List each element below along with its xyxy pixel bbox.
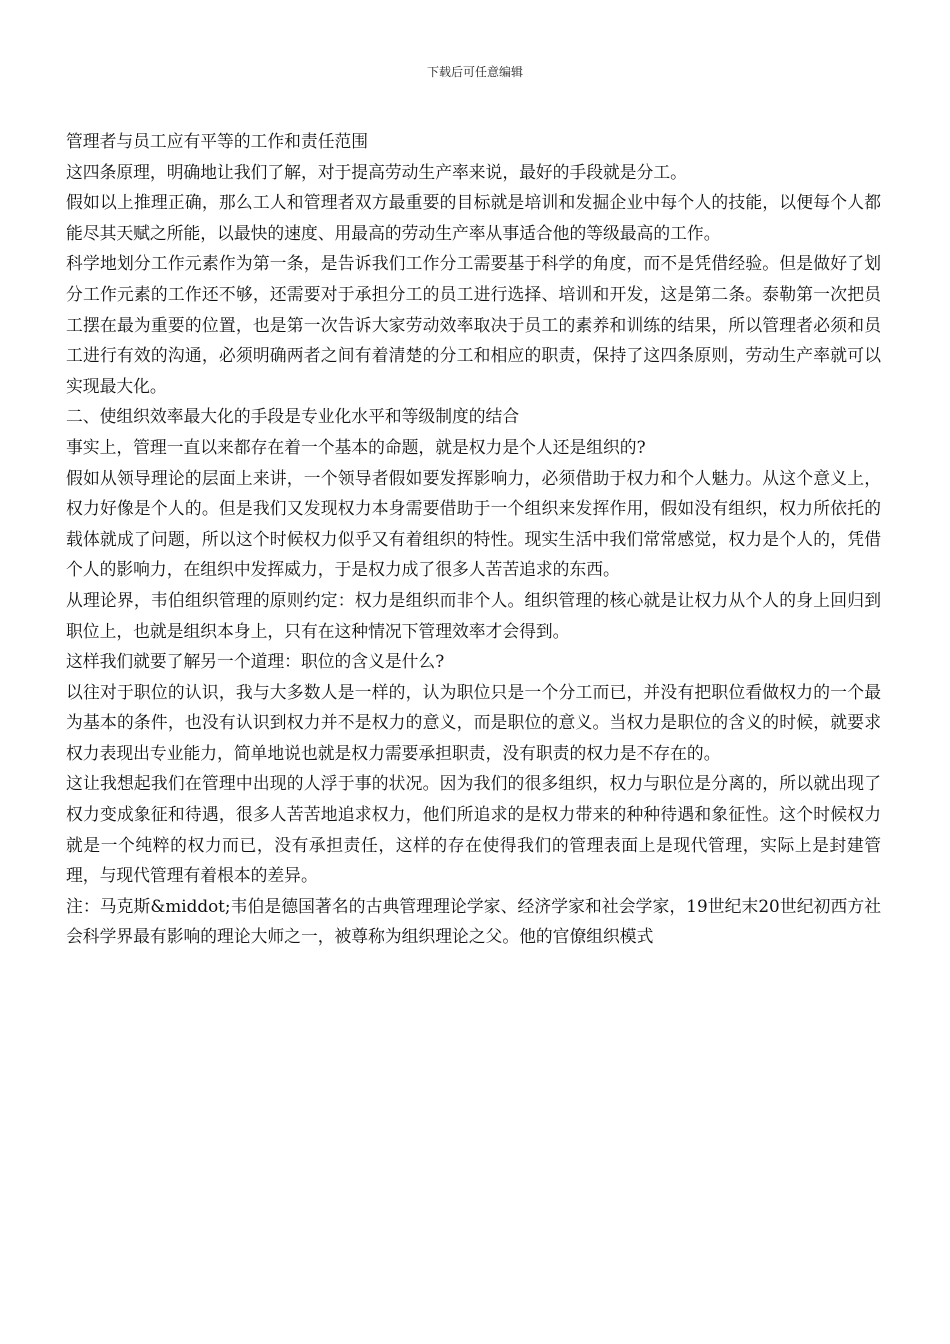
paragraph-3: 假如以上推理正确，那么工人和管理者双方最重要的目标就是培训和发掘企业中每个人的技能，以便每个人都能尽其天赋之所能，以最快的速度、用最高的劳动生产率从事适合他的等级最高的工作。 <box>66 192 881 243</box>
paragraph-4: 科学地划分工作元素作为第一条，是告诉我们工作分工需要基于科学的角度，而不是凭借经验。但是做好了划分工作元素的工作还不够，还需要对于承担分工的员工进行选择、培训和开发，这是第二条。泰勒第一次把员工摆在最为重要的位置，也是第一次告诉大家劳动效率取决于员工的素养和训练的结果，所以管理者必须和员工进行有效的沟通，必须明确两者之间有着清楚的分工和相应的职责，保持了这四条原则，劳动生产率就可以实现最大化。 <box>66 253 881 396</box>
paragraph-2: 这四条原理，明确地让我们了解，对于提高劳动生产率来说，最好的手段就是分工。 <box>66 161 687 182</box>
paragraph-7: 假如从领导理论的层面上来讲，一个领导者假如要发挥影响力，必须借助于权力和个人魅力。从这个意义上，权力好像是个人的。但是我们又发现权力本身需要借助于一个组织来发挥作用，假如没有组织，权力所依托的载体就成了问题，所以这个时候权力似乎又有着组织的特性。现实生活中我们常常感觉，权力是个人的，凭借个人的影响力，在组织中发挥威力，于是权力成了很多人苦苦追求的东西。 <box>66 467 881 580</box>
paragraph-1: 管理者与员工应有平等的工作和责任范围 <box>66 131 369 151</box>
document-body <box>66 126 881 952</box>
paragraph-8: 从理论界，韦伯组织管理的原则约定：权力是组织而非个人。组织管理的核心就是让权力从个人的身上回归到职位上，也就是组织本身上，只有在这种情况下管理效率才会得到。 <box>66 589 881 641</box>
page-header: 下载后可任意编辑 <box>426 65 523 79</box>
paragraph-6: 事实上，管理一直以来都存在着一个基本的命题，就是权力是个人还是组织的? <box>66 436 646 457</box>
footnote: 注：马克斯&middot;韦伯是德国著名的古典管理理论学家、经济学家和社会学家，19世纪末20世纪初西方社会科学界最有影响的理论大师之一，被尊称为组织理论之父。他的官僚组织模式 <box>66 895 881 947</box>
section-heading-2: 二、使组织效率最大化的手段是专业化水平和等级制度的结合 <box>66 406 520 427</box>
paragraph-9: 这样我们就要了解另一个道理：职位的含义是什么? <box>66 651 445 672</box>
paragraph-10: 以往对于职位的认识，我与大多数人是一样的，认为职位只是一个分工而已，并没有把职位看做权力的一个最为基本的条件，也没有认识到权力并不是权力的意义，而是职位的意义。当权力是职位的含义的时候，就要求权力表现出专业能力，简单地说也就是权力需要承担职责，没有职责的权力是不存在的。 <box>66 681 881 763</box>
paragraph-11: 这让我想起我们在管理中出现的人浮于事的状况。因为我们的很多组织，权力与职位是分离的，所以就出现了权力变成象征和待遇，很多人苦苦地追求权力，他们所追求的是权力带来的种种待遇和象征性。这个时候权力就是一个纯粹的权力而已，没有承担责任，这样的存在使得我们的管理表面上是现代管理，实际上是封建管理，与现代管理有着根本的差异。 <box>66 773 881 886</box>
